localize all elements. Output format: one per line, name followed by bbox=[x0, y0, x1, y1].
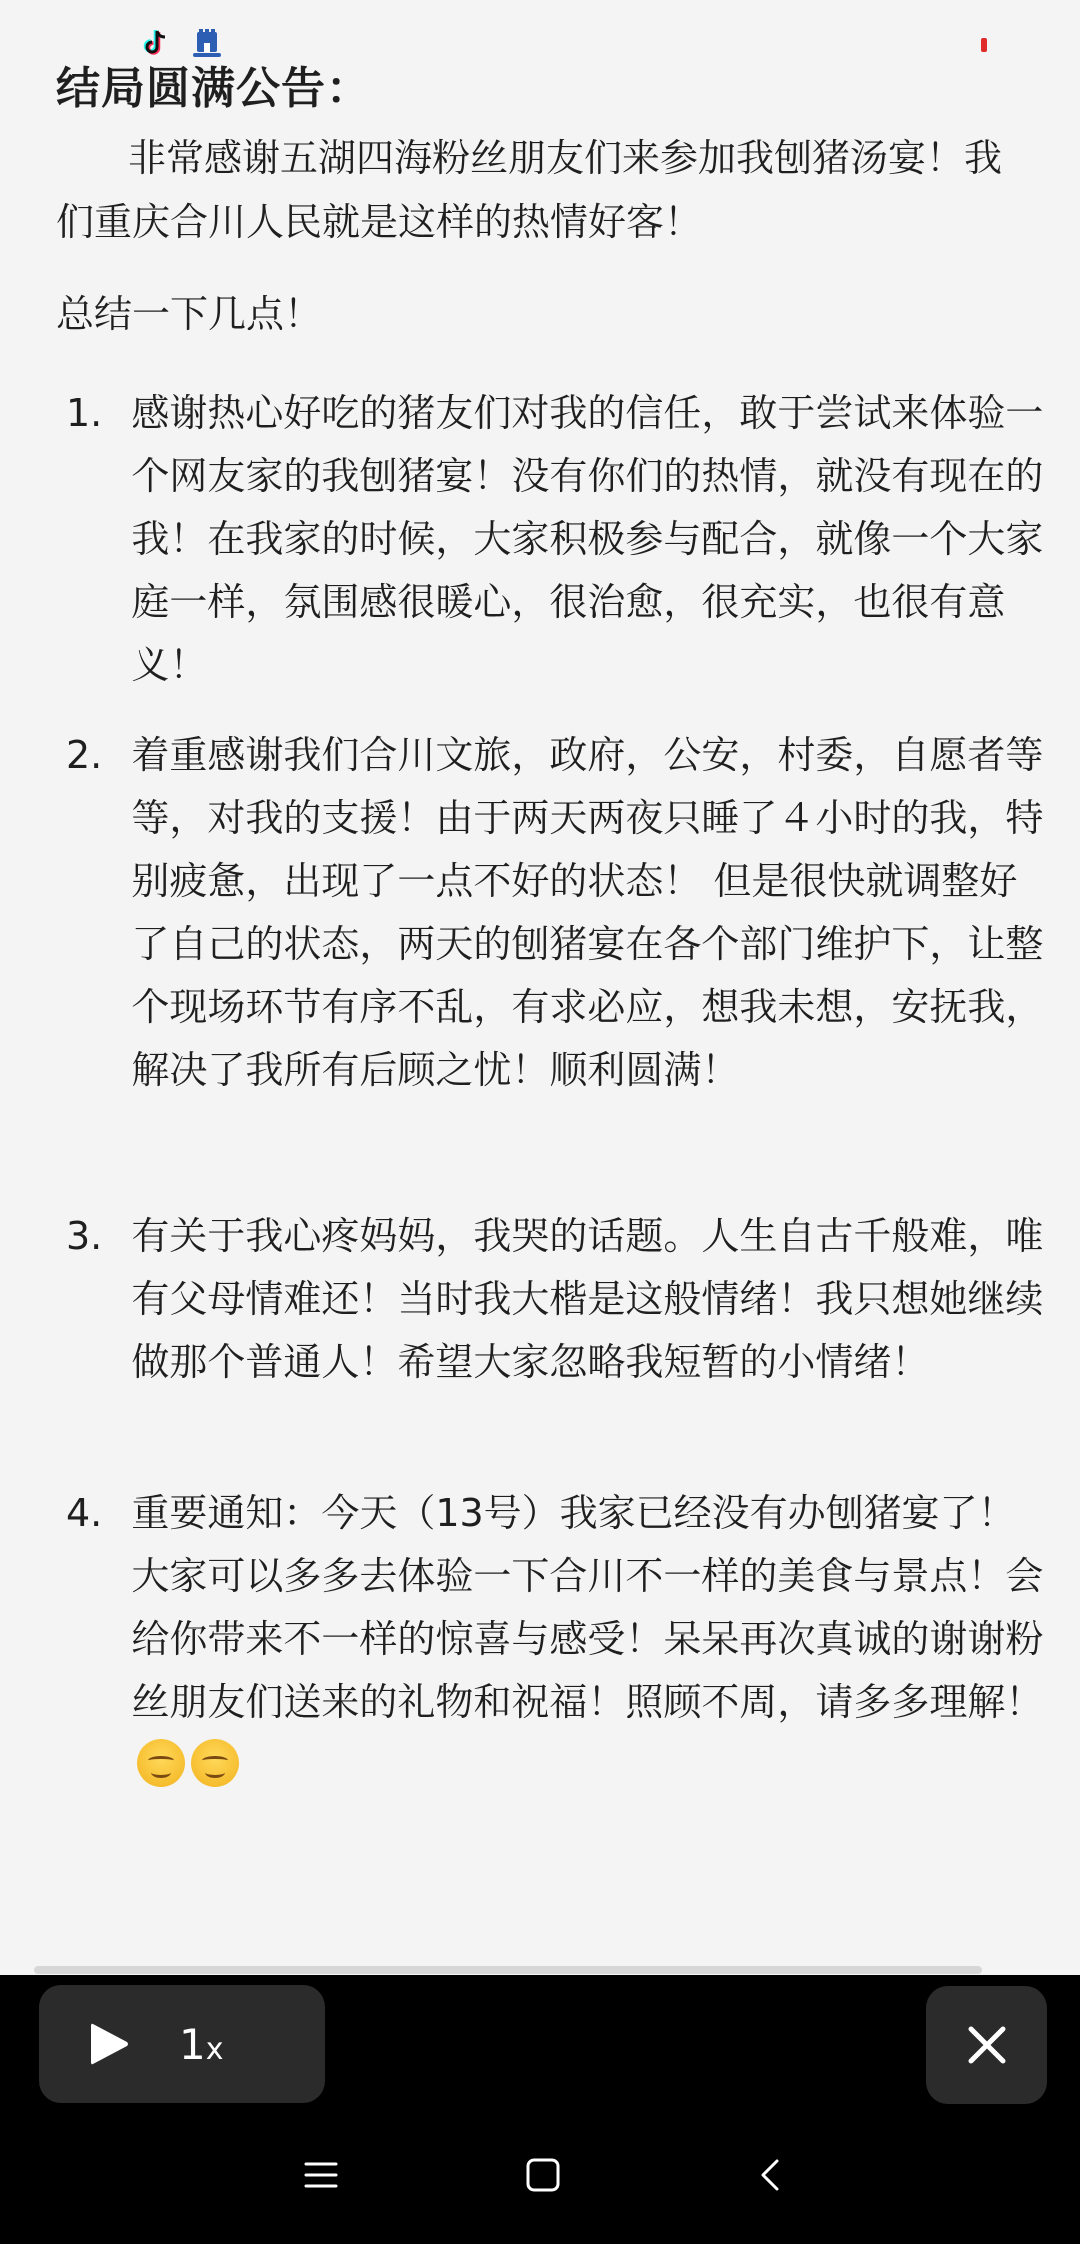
home-square-icon[interactable] bbox=[525, 2157, 561, 2193]
list-item bbox=[56, 1205, 1046, 1394]
list-number: 3. bbox=[66, 1214, 103, 1258]
summary-heading: 总结一下几点！ bbox=[56, 292, 323, 336]
list-text: 有关于我心疼妈妈，我哭的话题。人生自古千般难，唯有父母情难还！当时我大楷是这般情绪！我只想她继续做那个普通人！希望大家忽略我短暂的小情绪！ bbox=[131, 1214, 1044, 1384]
list-item bbox=[56, 1482, 1046, 1797]
list-text-with-emoji bbox=[131, 1482, 1046, 1797]
playback-progress-bar[interactable] bbox=[34, 1966, 982, 1974]
page-title: 结局圆满公告： bbox=[56, 63, 371, 114]
menu-icon[interactable] bbox=[303, 2157, 339, 2193]
list-item bbox=[56, 382, 1046, 697]
speed-button[interactable] bbox=[179, 2020, 224, 2069]
play-button[interactable] bbox=[39, 1985, 179, 2103]
tts-player-bar bbox=[0, 1975, 1080, 2109]
play-icon bbox=[87, 2020, 131, 2068]
list-item bbox=[56, 724, 1046, 1102]
smiling-emoji-icon bbox=[137, 1739, 185, 1787]
list-text: 着重感谢我们合川文旅，政府，公安，村委，自愿者等等，对我的支援！由于两天两夜只睡了４小时的我，特别疲惫，出现了一点不好的状态！ 但是很快就调整好了自己的状态，两天的刨猪宴在各个部门维护下，让整个现场环节有序不乱，有求必应，想我未想，安抚我，解决了我所有后顾之忧！顺利圆满！ bbox=[131, 733, 1044, 1092]
list-number: 4. bbox=[66, 1491, 103, 1535]
list-number: 2. bbox=[66, 733, 103, 777]
list-text: 感谢热心好吃的猪友们对我的信任，敢于尝试来体验一个网友家的我刨猪宴！没有你们的热情，就没有现在的我！在我家的时候，大家积极参与配合，就像一个大家庭一样，氛围感很暖心，很治愈，很充实，也很有意义！ bbox=[131, 391, 1044, 687]
recording-indicator bbox=[981, 38, 987, 52]
playback-controls bbox=[39, 1985, 325, 2103]
close-icon bbox=[965, 2023, 1009, 2067]
speed-unit: x bbox=[205, 2031, 224, 2067]
back-chevron-icon[interactable] bbox=[753, 2157, 789, 2193]
intro-paragraph: 非常感谢五湖四海粉丝朋友们来参加我刨猪汤宴！我们重庆合川人民就是这样的热情好客！ bbox=[56, 136, 1003, 244]
list-number: 1. bbox=[66, 391, 103, 435]
smiling-emoji-icon bbox=[191, 1739, 239, 1787]
list-text: 重要通知：今天（13号）我家已经没有办刨猪宴了！大家可以多多去体验一下合川不一样的美食与景点！会给你带来不一样的惊喜与感受！呆呆再次真诚的谢谢粉丝朋友们送来的礼物和祝福！照顾不周，请多多理解！ bbox=[131, 1491, 1044, 1724]
system-nav-bar bbox=[0, 2109, 1080, 2244]
speed-value: 1 bbox=[179, 2019, 206, 2069]
close-button[interactable] bbox=[926, 1986, 1047, 2104]
